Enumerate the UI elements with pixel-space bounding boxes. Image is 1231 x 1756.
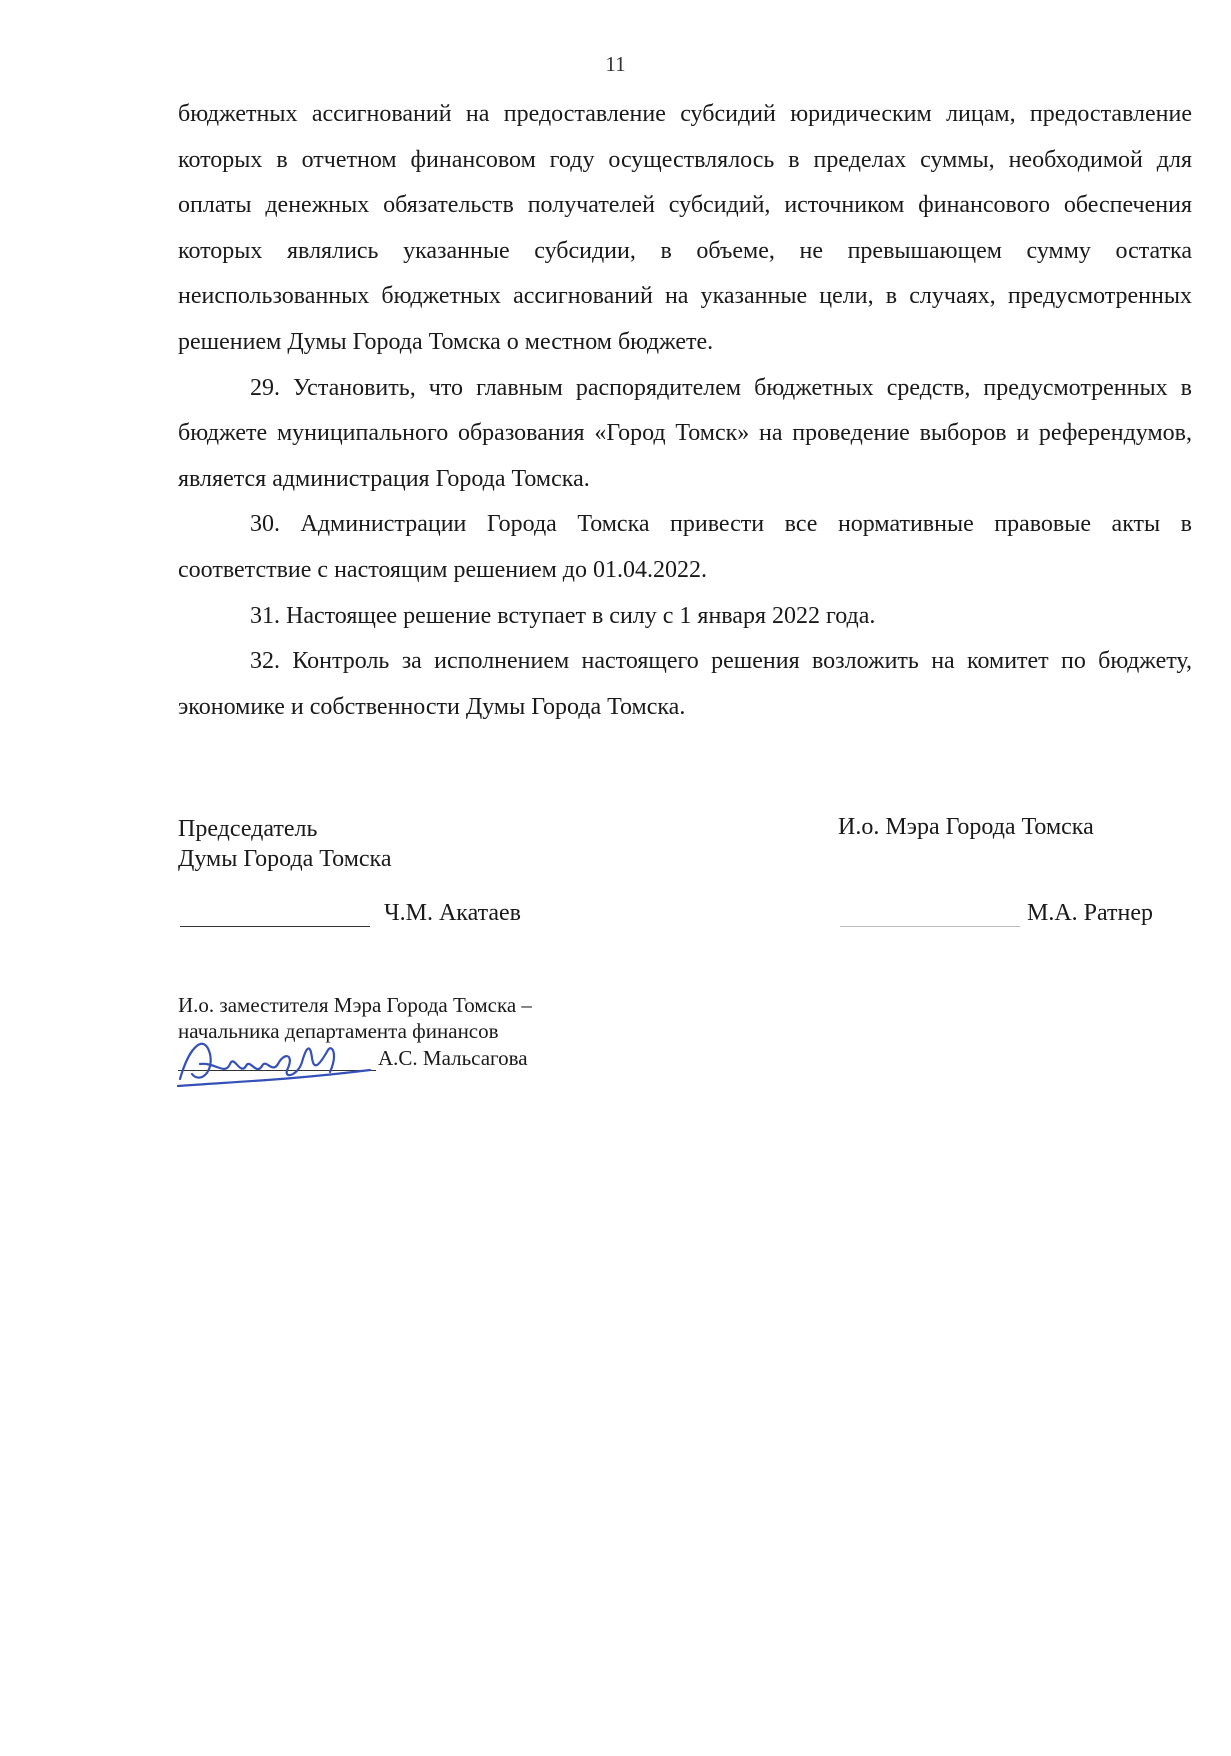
mayor-signature-line	[840, 926, 1020, 927]
deputy-title-line2: начальника департамента финансов	[178, 1019, 499, 1043]
deputy-title-line1: И.о. заместителя Мэра Города Томска –	[178, 993, 532, 1017]
handwritten-signature	[170, 1024, 380, 1094]
chairman-name: Ч.М. Акатаев	[384, 900, 522, 926]
mayor-title: И.о. Мэра Города Томска	[838, 814, 1094, 840]
chairman-title-line2: Думы Города Томска	[178, 846, 392, 872]
paragraph-29: 29. Установить, что главным распорядителем бюджетных средств, предусмотренных в бюджете муниципального образования «Город Томск» на проведение выборов и референдумов, является администрация Города Томска.	[178, 374, 1192, 492]
paragraph-30: 30. Администрации Города Томска привести все нормативные правовые акты в соответствие с настоящим решением до 01.04.2022.	[178, 511, 1192, 583]
page-number: 11	[605, 52, 626, 76]
mayor-name: М.А. Ратнер	[1027, 900, 1154, 926]
chairman-signature-line	[180, 926, 370, 927]
paragraph-31: 31. Настоящее решение вступает в силу с 1 января 2022 года.	[250, 602, 876, 629]
chairman-title	[178, 814, 392, 874]
deputy-name: А.С. Мальсагова	[378, 1046, 528, 1070]
document-body	[178, 92, 1192, 730]
paragraph-continuation: бюджетных ассигнований на предоставление субсидий юридическим лицам, предоставление которых в отчетном финансовом году осуществлялось в пределах суммы, необходимой для оплаты денежных обязательств получателей субсидий, источником финансового обеспечения которых являлись указанные субсидии, в объеме, не превышающем сумму остатка неиспользованных бюджетных ассигнований на указанные цели, в случаях, предусмотренных решением Думы Города Томска о местном бюджете.	[178, 101, 1192, 355]
paragraph-32: 32. Контроль за исполнением настоящего решения возложить на комитет по бюджету, экономике и собственности Думы Города Томска.	[178, 648, 1192, 720]
chairman-title-line1: Председатель	[178, 816, 318, 842]
